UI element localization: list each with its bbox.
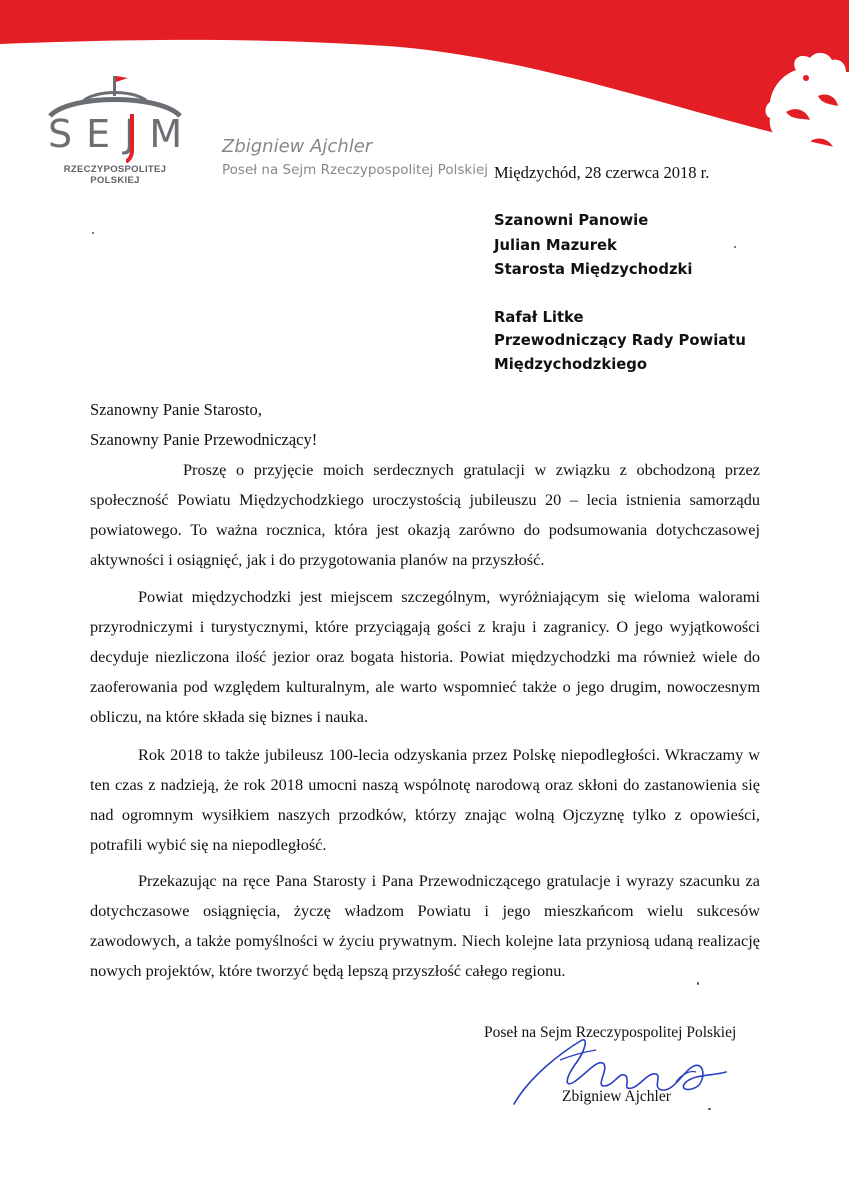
sejm-logo: [40, 60, 197, 186]
body-paragraph: Proszę o przyjęcie moich serdecznych gratulacji w związku z obchodzoną przez społeczność Powiatu Międzychodzkiego uroczystością jubileuszu 20 – lecia istnienia samorządu powiatowego. To ważna rocznica, która jest okazją zarówno do podsumowania dotychczasowej aktywności i osiągnięć, jak i do przygotowania planów na przyszłość.: [90, 460, 760, 569]
body-paragraph: Powiat międzychodzki jest miejscem szczególnym, wyróżniającym się wieloma walorami przyrodniczymi i turystycznymi, które przyciągają gości z kraju i zagranicy. O jego wyjątkowości decyduje niezliczona ilość jezior oraz bogata historia. Powiat międzychodzki ma również wiele do zaoferowania pod względem kulturalnym, ale warto wspomnieć także o jego drugim, nowoczesnym obliczu, na które składa się biznes i nauka.: [90, 587, 760, 726]
scan-speck: [708, 1108, 711, 1110]
date-line: Międzychód, 28 czerwca 2018 r.: [494, 163, 710, 182]
logo-subtitle: RZECZYPOSPOLITEJ POLSKIEJ: [63, 164, 167, 186]
recipient-line: Rafał Litke: [494, 309, 584, 326]
scan-speck: [734, 246, 736, 248]
letterhead-mp-name: Zbigniew Ajchler: [222, 136, 373, 157]
signature-title: Poseł na Sejm Rzeczypospolitej Polskiej: [484, 1024, 737, 1041]
logo-red-accent: [126, 114, 138, 164]
sejm-dome-icon: [40, 60, 190, 120]
recipient-line: Przewodniczący Rady Powiatu: [494, 332, 746, 349]
letterhead-mp-title: Poseł na Sejm Rzeczypospolitej Polskiej: [222, 162, 489, 178]
body-paragraph: Przekazując na ręce Pana Starosty i Pana Przewodniczącego gratulacje i wyrazy szacunku za dotychczasowe osiągnięcia, życzę władzom Powiatu i jego mieszkańcom wielu sukcesów zawodowych, a także pomyślności w życiu prywatnym. Niech kolejne lata przyniosą udaną realizację nowych projektów, które tworzyć będą lepszą przyszłość całego regionu.: [90, 871, 760, 980]
recipient-line: Międzychodzkiego: [494, 356, 648, 373]
body-paragraph: Rok 2018 to także jubileusz 100-lecia odzyskania przez Polskę niepodległości. Wkraczamy w ten czas z nadzieją, że rok 2018 umocni naszą wspólnotę narodową oraz skłoni do zastanowienia się nad ogromnym wysiłkiem naszych przodków, którzy znając wolną Ojczyznę tylko z opowieści, potrafili wybić się na niepodległość.: [90, 745, 760, 854]
salutation-line: Szanowny Panie Starosto,: [90, 400, 262, 419]
recipient-line: Starosta Międzychodzki: [494, 261, 693, 278]
scan-speck: [697, 982, 699, 985]
logo-wordmark: SEJM: [48, 112, 197, 156]
salutation-line: Szanowny Panie Przewodniczący!: [90, 430, 318, 449]
scan-speck: [92, 232, 94, 234]
signature-name: Zbigniew Ajchler: [562, 1088, 671, 1105]
recipient-line: Szanowni Panowie: [494, 212, 649, 229]
recipient-line: Julian Mazurek: [494, 237, 617, 254]
